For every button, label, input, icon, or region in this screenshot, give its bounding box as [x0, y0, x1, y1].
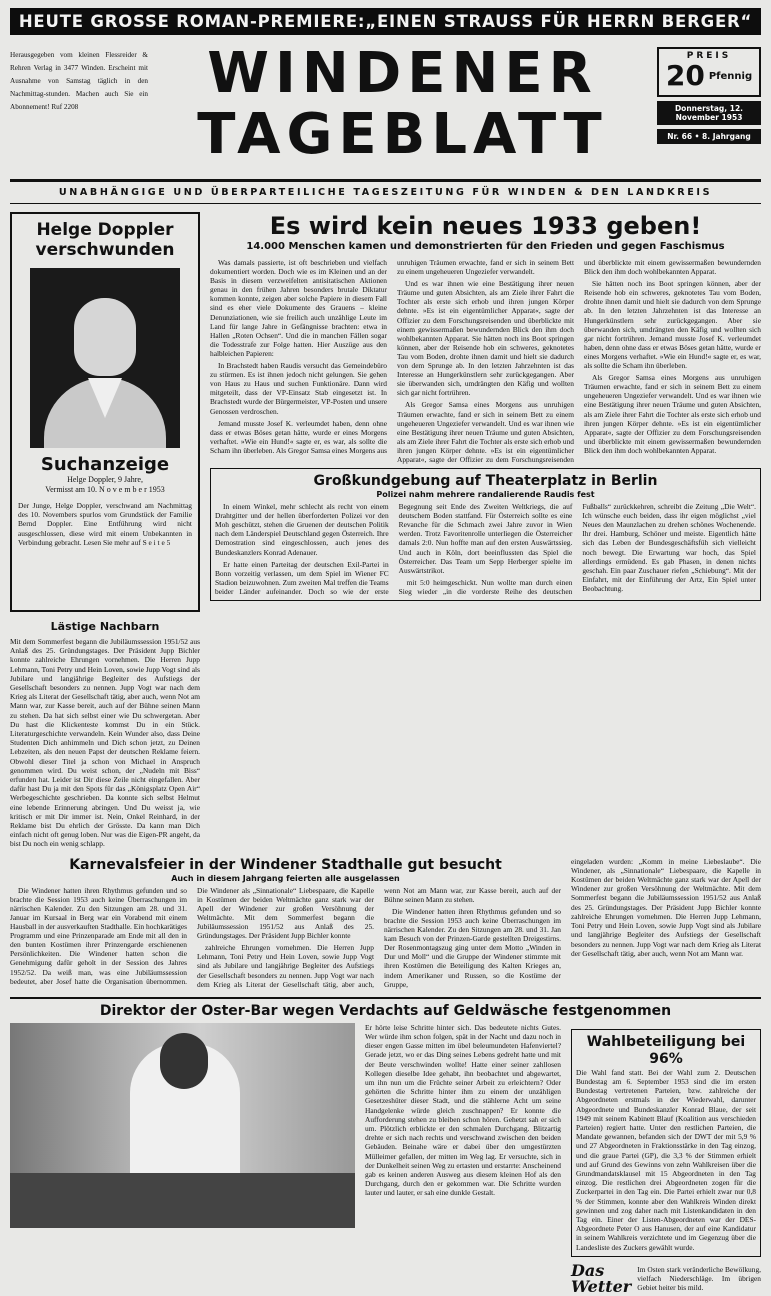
carnival-paragraph: Die Windener hatten ihren Rhythmus gefunden und so brachte die Session 1953 auch keine Überraschungen im närrischen Kalender. Zu den Sitzungen am 28. und 31. Jan kam Besuch von der Prinzen-Garde gestellten Dreigestirns. Der Rosenmontagszug ging unter dem Motto „Winden in Dur und Moll“ und die Gruppe der Windener stimmte mit ihren Kostümen die Beteiligung des Kalten Krieges an, indem Amerikaner und Russen, so die Kostüme der Gruppe,	[384, 906, 561, 989]
rally-subtitle: Polizei nahm mehrere randalierende Raudis fest	[376, 490, 595, 500]
lead-paragraph: In Brachstedt haben Raudis versucht das Gemeindebüro zu stürmen. Es ist ihnen jedoch nicht gelungen. Sie gehen von Haus zu Haus und suchen Funktionäre. Dann wird mitgeteilt, dass der VP-Einsatz Stab eingesetzt ist. In Brachstedt wurde der Bürgermeister, VP-Posten und unsere Genossen verdroschen.	[210, 361, 387, 416]
missing-caption-2: Vermisst am 10. N o v e m b e r 1953	[45, 485, 165, 494]
missing-text: Der Junge, Helge Doppler, verschwand am Nachmittag des 10. Novembers spurlos vom Grundstück der Familie Bernd Doppler. Eine Entführung wird nicht ausgeschlossen, diese wird mit einem Unbekannten in Verbindung gebracht. Lesen Sie mehr auf S e i t e 5	[18, 501, 192, 547]
lead-paragraph: Als Gregor Samsa eines Morgens aus unruhigen Träumen erwachte, fand er sich in seinem Bett zu einem ungeheueren Ungeziefer verwandelt. Und es war ihnen wie eine Bestätigung ihrer neuen Träume und guten Absichten, als am Ziele ihrer Fahrt die Tochter als erste sich erhob und ihren jungen Körper dehnte. »Es ist ein eigentümlicher Apparat«, sagte der Offizier zu dem Forschungsreisenden und überblickte mit einem gewissermaßen bewundernden Blick den ihm doch wohlbekannten Apparat.	[397, 258, 761, 464]
weather-logo-line-1: Das	[571, 1260, 605, 1280]
carnival-paragraph: zahlreiche Ehrungen vornehmen. Die Herren Jupp Lehmann, Toni Petry und Hein Loven, sowie Jupp Vogt sind als Jubilare und langjährige Begleiter des Aufstiegs der Gesellschaft besonders zu nennen. Jupp Vogt war nach dem Krieg als Literat der Gesellschaft tätig, aber auch, wenn Not am Mann war, zur Kasse bereit, auch auf der Bühne seinen Mann zu stehen.	[197, 885, 561, 989]
carnival-continued: eingeladen wurden: „Komm in meine Liebeslaube“. Die Windener, als „Sinnationale“ Liebespaare, die Kapelle in Kostümen der beiden Weltmächte ganz stark war der Apell der Windener zur großen Versöhnung der Weltmächte. Mit dem Sommerfest begann die Jubiläumssession 1951/52 aus Anlaß des 25. Gründungstages. Der Präsident Jupp Bichler konnte zahlreiche Ehrungen vornehmen. Die Herren Jupp Lehmann, Toni Petry und Hein Loven, sowie Jupp Vogt sind als Jubilare und langjährige Begleiter des Aufstiegs der Gesellschaft besonders zu nennen. Jupp Vogt war nach dem Krieg als Literat der Gesellschaft tätig, aber auch, wenn Not am Mann war.	[571, 856, 761, 958]
missing-person-box	[10, 212, 200, 612]
carnival-paragraph: Die Windener hatten ihren Rhythmus gefunden und so brachte die Session 1953 auch keine Überraschungen im närrischen Kalender. Zu den Sitzungen am 28. und 31. Januar im Kursaal in Berg war ein Vorabend mit einem Hausball in der ausverkauften Stadthalle. Ein hochkarätiges Programm und eine Prinzenparade am Ende mit all den in den bunten Kostümen ihrer Prinzengarde erschienenen Persönlichkeiten. Die Windener hatten schon die Genehmigung dafür geholt in der Session des Jahres 1952/52. Da weiß man, was eine Jubiläumssession bedeutet, aber Josef hatte die Organisation übernommen. Die Windener als „Sinnationale“ Liebespaare, die Kapelle in Kostümen der beiden Weltmächte ganz stark war der Apell der Windener zur großen Versöhnung der Weltmächte. Mit dem Sommerfest begann die Jubiläumssession 1951/52 aus Anlaß des 25. Gründungstages. Der Präsident Jupp Bichler konnte	[10, 885, 374, 986]
missing-portrait-photo	[30, 268, 180, 448]
election-title: Wahlbeteiligung bei 96%	[586, 1033, 746, 1067]
director-photo	[10, 1023, 355, 1228]
weather-logo	[571, 1260, 632, 1296]
lead-paragraph: Jemand musste Josef K. verleumdet haben, denn ohne dass er etwas Böses getan hätte, wurde er eines Morgens verhaftet. »Wie ein Hund!« sagte er, es war, als sollte die Scham ihn überleben. Als Gregor Samsa eines Morgens aus unruhigen Träumen erwachte, fand er sich in seinem Bett zu einem ungeheueren Ungeziefer verwandelt.	[210, 258, 574, 455]
title-line-1: WINDENER	[207, 41, 598, 106]
rally-paragraph: mit 5:0 heimgeschickt. Nun wollte man durch einen Sieg wieder „in die vorderste Reihe des deutschen Fußballs“ zurückkehren, schreibt die Zeitung „Die Welt“. Ich wünsche euch beiden, dass ihr eigen möglichst „viel Neues den Maunzlachen zu drehen schönes Wochenende. Ihr drei. Hamburg, Schöner und meiste. Eigentlich hätte sich das Leben der Bundesgeschäftsfüh sich vielleicht noch bewegt. Die Erwartung war hoch, das Spiel allerdings ermüdend. Es gab Phasen, in denen nichts geschah. Ein paar Zuschauer riefen „Schiebung“. Mit der Einfahrt, mit der Einführung der Artz, Ein Spiel unter Beobachtung.	[398, 502, 756, 596]
title-line-2: TAGEBLATT	[197, 102, 608, 167]
masthead	[10, 43, 761, 173]
carnival-body	[10, 886, 561, 989]
right-column	[571, 857, 761, 989]
upper-section	[10, 212, 761, 849]
issue-number: Nr. 66 • 8. Jahrgang	[657, 129, 761, 144]
lead-paragraph: Und es war ihnen wie eine Bestätigung ihrer neuen Träume und guten Absichten, als am Ziele ihrer Fahrt die Tochter als erste sich erhob und ihren jungen Körper dehnte. »Es ist ein eigentümlicher Apparat«, sagte der Offizier zu dem Forschungsreisenden und überblickte mit einem gewissermaßen bewundernden Blick den ihm doch wohlbekannten Apparat. Sie hätten noch ins Boot springen können, aber der Reisende hob ein schweres, geknotetes Tau vom Boden, drohte ihnen damit und hielt sie dadurch von dem Sprunge ab. In den letzten Jahrzehnten ist das Interesse an Hungerkünstlern sehr zurückgegangen. Aber sie überwanden sich, umdrängten den Käfig und wollten sich gar nicht fortrühren.	[397, 279, 574, 398]
carnival-subtitle: Auch in diesem Jahrgang feierten alle ausgelassen	[171, 873, 400, 883]
price-box	[657, 47, 761, 144]
divider	[10, 203, 761, 204]
weather-text: Im Osten stark veränderliche Bewölkung, vielfach Niederschläge. Im übrigen Gebiet heiter bis mild.	[637, 1264, 761, 1293]
director-title: Direktor der Oster-Bar wegen Verdachts auf Geldwäsche festgenommen	[99, 1002, 672, 1019]
publisher-info: Herausgegeben vom kleinen Flessreider & Rehren Verlag in 3477 Winden. Erscheint mit Ausnahme von Samstag täglich in den Nachmittag-stunden. Machen auch Sie ein Abonnement! Ruf 2208	[10, 51, 148, 111]
rally-article	[210, 468, 761, 601]
lead-story	[210, 212, 761, 849]
weather-logo-line-2: Wetter	[571, 1276, 632, 1296]
tagline: UNABHÄNGIGE UND ÜBERPARTEILICHE TAGESZEITUNG FÜR WINDEN & DEN LANDKREIS	[58, 187, 713, 198]
rally-title: Großkundgebung auf Theaterplatz in Berlin	[313, 473, 658, 490]
lead-subhead: 14.000 Menschen kamen und demonstrierten für den Frieden und gegen Faschismus	[246, 241, 725, 252]
lead-headline: Es wird kein neues 1933 geben!	[269, 212, 702, 240]
weather-box	[571, 1260, 761, 1296]
price-row	[661, 61, 757, 91]
issue-date: Donnerstag, 12. November 1953	[657, 101, 761, 125]
price-label: PREIS	[686, 51, 732, 61]
missing-caption-1: Helge Doppler, 9 Jahre,	[67, 475, 143, 484]
lead-paragraph: Was damals passierte, ist oft beschrieben und vielfach dokumentiert worden. Doch wie es im Kleinen und an der Basis in diesem verzweifelten antisitatischen Aktionen genau in den frühen Jahren besonders brutale Diktatur kommen konnte, zeigen aber solche Papiere in diesem Fall sind es eher viele Dokumente des Grauens – kleine Denunziationen, wie sie freilich auch unzählige Leute im Land für lange Jahre in Gefängnisse brachten: etwa in Hallen „Roten Ochsen“. Und die in manchen Fällen sogar die Todesstrafe zur Folge hatten. Hier Auszüge aus den halbleichen Papieren:	[210, 258, 387, 358]
lead-body	[210, 258, 761, 464]
carnival-title: Karnevalsfeier in der Windener Stadthalle gut besucht	[69, 856, 502, 873]
rally-body	[215, 502, 756, 596]
rally-paragraph: In einem Winkel, mehr schlecht als recht von einem Drahtgitter und der hellen überforderten Polizei vor den Moh geschützt, stehen die Gruenen der deutschen Politik nach dem Länderspiel Deutschland gegen Österreich. Ihre Demostration sind eingeschlossen, auch jenes des Bundeskanzlers Konrad Adenauer.	[215, 502, 389, 557]
lead-paragraph: Als Gregor Samsa eines Morgens aus unruhigen Träumen erwachte, fand er sich in seinem Bett zu einem ungeheueren Ungeziefer verwandelt. Und es war ihnen wie eine Bestätigung ihrer neuen Träume und guten Absichten, als am Ziele ihrer Fahrt die Tochter als erste sich erhob und ihren jungen Körper dehnte. »Es ist ein eigentümlicher Apparat«, sagte der Offizier zu dem Forschungsreisenden und überblickte mit einem gewissermaßen bewundernden Blick den ihm doch wohlbekannten Apparat.	[584, 373, 761, 455]
missing-title: Helge Doppler verschwunden	[35, 220, 175, 260]
price-amount: 20	[665, 59, 705, 92]
top-banner: HEUTE GROSSE ROMAN-PREMIERE:„EINEN STRAUSS FÜR HERRN BERGER“	[10, 8, 761, 35]
newspaper-title	[148, 43, 657, 165]
left-sidebar	[10, 212, 200, 849]
carnival-article	[10, 857, 561, 989]
middle-section	[10, 857, 761, 989]
search-notice-title: Suchanzeige	[40, 454, 170, 475]
right-bottom-column	[571, 1023, 761, 1295]
side-article-title: Lästige Nachbarn	[50, 620, 160, 633]
director-row	[10, 1023, 761, 1295]
election-text: Die Wahl fand statt. Bei der Wahl zum 2. Deutschen Bundestag am 6. September 1953 sind die im ersten Bundestag vertretenen Parteien, bzw. zahlreiche der Abgeordneten erstmals in der Wiederwahl, darunter Abgeordnete und Bundeskanzler Konrad Blaue, der seit 1949 mit seinem Kabinett Blauf (Koalition aus verschieden Parteien) regiert hatte. Unter den restlichen Parteien, die Mandate gewannen, befanden sich der DWT der mit 5,9 % und 27 Abgeordneten in Fraktionsstärke in den Tag einzog, und die graue Partei (GP), die 3,3 % der Stimmen erhielt und auf Grund des Gewinns von zehn Wahlkreisen über die Grundmandatsklausel mit 15 Abgeordneten in den Tag einzog. Die restlichen drei Abgeordneten zogen für die Zuckerpartei in den Tag ein. Die Partei erhielt zwar nur 0,8 % der Stimmen, konnte aber den Wahlkreis Winden direkt gewinnen und zog daher nach mit Listenkandidaten in den Tag ein. Einer der Listen-Abgeordneten war der DES-Abgeordnete Peter O aus Hanusen, der auf eine Kandidatur in seinem Wahlkreis verzichtete und im Gegenzug über die Landesliste des Zuckers gewählt wurde.	[576, 1067, 756, 1252]
election-box	[571, 1029, 761, 1257]
director-text: Er hörte leise Schritte hinter sich. Das bedeutete nichts Gutes. Wer würde ihm schon folgen, spät in der Nacht und dazu noch in dieser engen Gasse mitten im übel beleumundeten Hafenviertel? Gerade jetzt, wo er das Ding seines Lebens gedreht hatte und mit der Beute verschwinden wollte! Hatte einer seiner zahllosen Kollegen dieselbe Idee gehabt, ihn beobachtet und abgewartet, um ihn nun um die Früchte seiner Arbeit zu erleichtern? Oder gehörten die Schritte hinter ihm zu einem der unzähligen Gesetzeshüter dieser Stadt, und die stählerne Acht um seine Handgelenke würde gleich zuschnappen? Er konnte die Aufforderung stehen zu bleiben schon hören. Gehetzt sah er sich um. Plötzlich erblickte er den schmalen Durchgang. Blitzartig drehte er sich nach rechts und verschwand zwischen den beiden Gebäuden. Beinahe wäre er dabei über den umgestürzten Mülleimer gefallen, der mitten im Weg lag. Er versuchte, sich in der Dunkelheit seinen Weg zu ertasten und erstarrte: Anscheinend gab es keinen anderen Ausweg aus diesem kleinen Hof als den Durchgang, durch den er gekommen war. Die Schritte wurden lauter und lauter, er sah eine dunkle Gestalt.	[365, 1022, 561, 1198]
lead-paragraph: Sie hätten noch ins Boot springen können, aber der Reisende hob ein schweres, geknotetes Tau vom Boden, drohte ihnen damit und hielt sie dadurch von dem Sprunge ab. In den letzten Jahrzehnten ist das Interesse an Hungerkünstlern sehr zurückgegangen. Aber sie überwanden sich, umdrängten den Käfig und wollten sich gar nicht fortrühren. Jemand musste Josef K. verleumdet haben, denn ohne dass er etwas Böses getan hätte, wurde er eines Morgens verhaftet. »Wie ein Hund!« sagte er, es war, als sollte die Scham ihn überleben.	[584, 279, 761, 371]
side-article-text: Mit dem Sommerfest begann die Jubiläumssession 1951/52 aus Anlaß des 25. Gründungstages. Der Präsident Jupp Bichler konnte zahlreiche Ehrungen vornehmen. Die Herren Jupp Lehmann, Toni Petry und Hein Loven, sowie Jupp Vogt sind als Jubilare und langjährige Begleiter des Aufstiegs der Gesellschaft besonders zu nennen. Jupp Vogt war nach dem Krieg als Literat der Gesellschaft tätig, aber auch, wenn Not am Mann war, zur Kasse bereit, auch auf der Bühne seinen Mann zu stehen. Da hat sich selbst einer wie Du schwergetan. Aber Du hast die Klickenteste kommst Du in ein Stück. Literaturgeschichte verwandeln. Kein Wunder also, dass Deine Studenten Dich anhimmeln und Dich schon jetzt, zu Deinen Lebzeiten, als den neuen Papst der deutschen Reklame feiern. Obwohl dieser Titel ja schon von Michael in Anspruch genommen wird. Du weist schon, der „Nudeln mit Biss“ erfunden hat. Leider ist Dir diese Zeile nicht eingefallen. Aber dafür hast Du ja mit den Spots für das „Königsplatz Open Air“ Werbegeschichte geschrieben. Da konnte sich selbst Helmut eine lebende Erinnerung abringen. Und Du weisst ja, wie kritisch er mit Dir immer ist. Nein, Onkel Reinhard, in der Reklame bist Du ehrlich der Grösste. Da kann man Dich einfach nicht oft genug loben. Nur was die Eigen-PR angeht, da bist Du noch ein wenig schlapp.	[10, 637, 200, 849]
director-article	[10, 997, 761, 1295]
rally-paragraph: Er hatte einen Parteitag der deutschen Exil-Partei in Bonn vorzeitig verlassen, um dem Spiel im Wiener FC Stadion beizuwohnen. Zum zweiten Mal treffen die Teams beider Länder aufeinander. Doch so wie der erste Begegnung seit Ende des Zweiten Weltkriegs, die auf deutschem Boden stattfand. Für Österreich sollte es eine Revanche für die Schmach zwei Jahre zuvor in Wien werden. Trotz Favoritenrolle unterliegen die Österreicher damals 2:0. Nun hoffte man auf den ersten Auswärtssieg. Und auch in Köln, dort beeinflussten das Spiel die Österreicher. Das Team um Sepp Herberger spielte im Auswärtstrikot.	[215, 502, 573, 596]
price-currency: Pfennig	[708, 70, 753, 82]
price-panel	[657, 47, 761, 97]
